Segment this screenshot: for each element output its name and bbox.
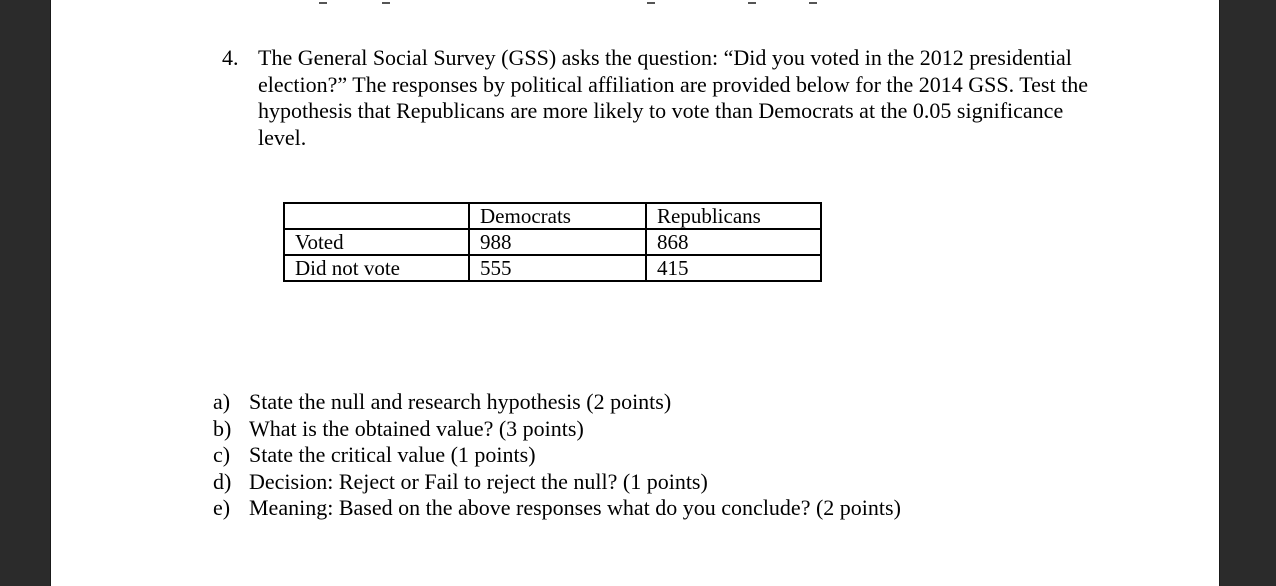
table-header-row <box>284 203 821 229</box>
table-header-cell <box>284 203 469 229</box>
list-item-text: Meaning: Based on the above responses what do you conclude? (2 points) <box>249 495 901 520</box>
table-cell: 988 <box>469 229 646 255</box>
list-marker: b) <box>213 415 232 441</box>
list-item-text: What is the obtained value? (3 points) <box>249 415 584 441</box>
list-marker: a) <box>213 389 231 414</box>
table-cell: Voted <box>284 229 469 255</box>
previous-text-fragment <box>51 0 1219 4</box>
list-item <box>213 416 901 443</box>
table-cell: Did not vote <box>284 255 469 281</box>
question-number: 4. <box>222 45 239 70</box>
list-item <box>213 442 901 469</box>
list-item-text: State the critical value (1 points) <box>249 442 536 467</box>
table-cell: 415 <box>646 255 821 281</box>
table-row <box>284 229 821 255</box>
table-header-cell: Republicans <box>646 203 821 229</box>
list-marker: d) <box>213 468 232 494</box>
list-item <box>213 389 901 416</box>
table-cell: 868 <box>646 229 821 255</box>
vote-table <box>283 202 822 282</box>
list-item <box>213 495 901 522</box>
question-text: The General Social Survey (GSS) asks the question: “Did you voted in the 2012 presidential election?” The responses by political affiliation are provided below for the 2014 GSS. Test the hypothesis that Republicans are more likely to vote than Democrats at the 0.05 significance level. <box>258 45 1088 150</box>
list-marker: c) <box>213 442 231 467</box>
question-parts-list <box>213 389 901 522</box>
table-cell: 555 <box>469 255 646 281</box>
table-header-cell: Democrats <box>469 203 646 229</box>
list-item-text: Decision: Reject or Fail to reject the null? (1 points) <box>249 468 708 494</box>
list-item <box>213 469 901 496</box>
list-marker: e) <box>213 495 231 520</box>
document-page <box>50 0 1220 586</box>
list-item-text: State the null and research hypothesis (2 points) <box>249 389 672 414</box>
table-row <box>284 255 821 281</box>
